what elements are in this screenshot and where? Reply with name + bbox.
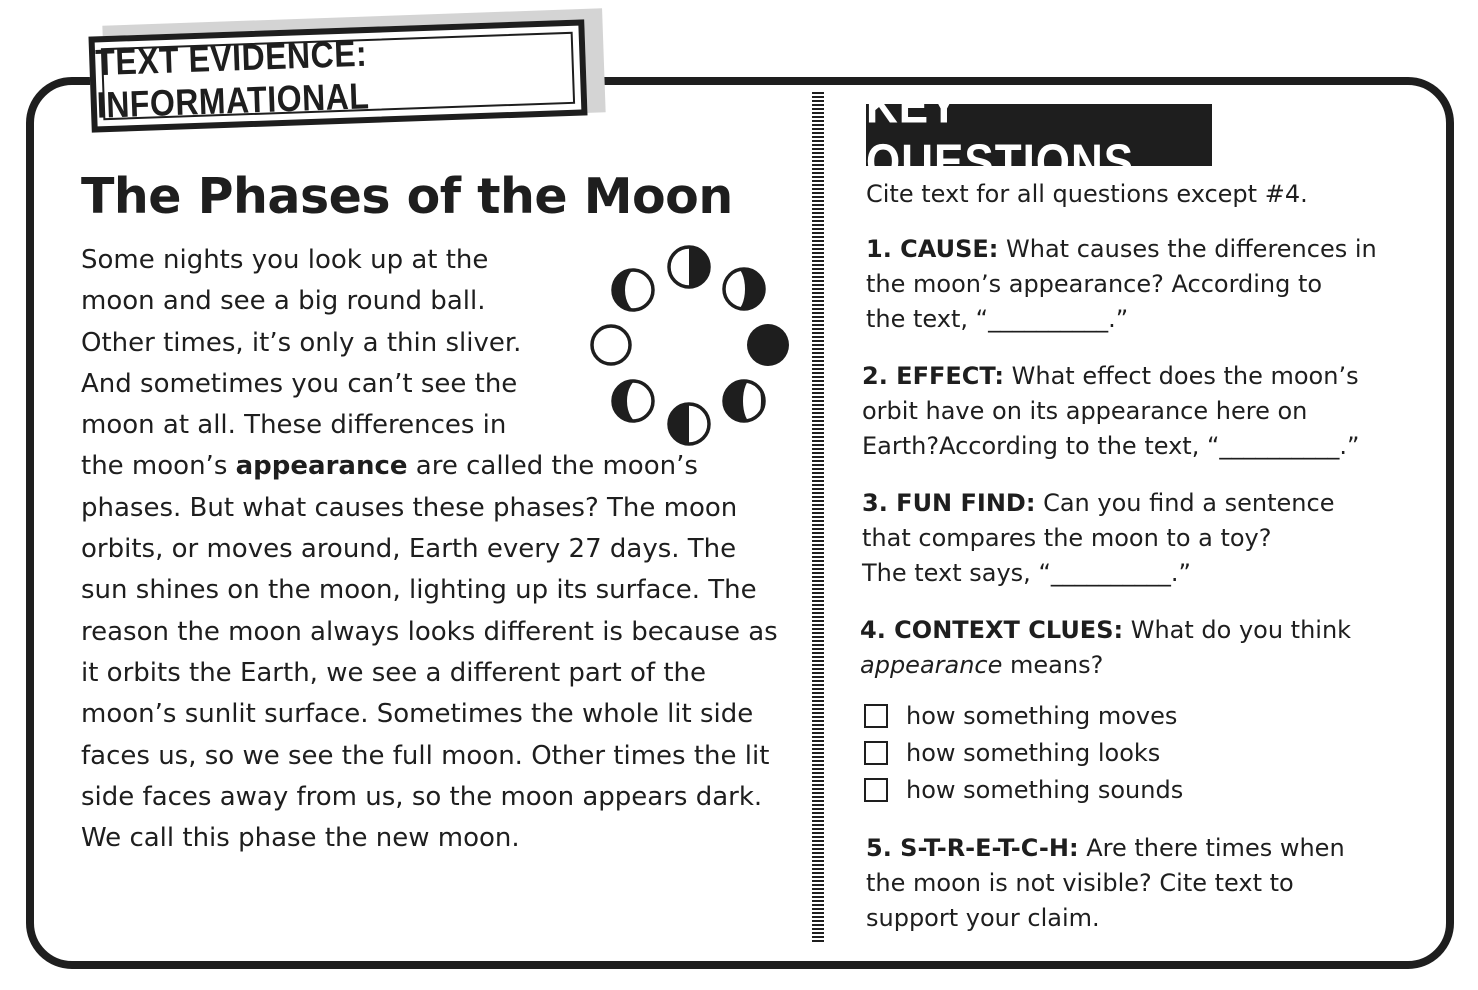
answer-option-1-label: how something moves [906, 702, 1178, 730]
question-3-line-3: The text says, “__________.” [862, 559, 1191, 587]
tag-label: TEXT EVIDENCE: INFORMATIONAL [94, 32, 370, 126]
question-1-line-2: the moon’s appearance? According to [866, 270, 1323, 298]
answer-option-2-label: how something looks [906, 739, 1161, 767]
question-1-line-1: What causes the differences in [998, 235, 1377, 263]
section-tag [88, 19, 587, 132]
question-3-line-1: Can you find a sentence [1035, 489, 1335, 517]
question-4-line-2: means? [1002, 651, 1104, 679]
passage-text-before: Some nights you look up at the moon and see a big round ball. Other times, it’s only a thin sliver. And sometimes you can’t see the moon at all. These differences in the moon’s [81, 245, 522, 482]
first-quarter-icon [669, 245, 713, 289]
question-4 [860, 613, 1351, 683]
question-2-label: 2. EFFECT: [862, 362, 1005, 390]
waxing-crescent-icon [613, 268, 653, 312]
question-2-line-1: What effect does the moon’s [1004, 362, 1359, 390]
waning-crescent-icon [613, 379, 653, 423]
question-3-label: 3. FUN FIND: [862, 489, 1036, 517]
checkbox-3[interactable] [864, 778, 888, 802]
answer-option-2[interactable] [864, 738, 1160, 768]
question-1-line-3: the text, “__________.” [866, 305, 1129, 333]
question-3 [862, 486, 1334, 591]
checkbox-2[interactable] [864, 741, 888, 765]
question-2 [862, 359, 1359, 464]
waxing-gibbous-icon [724, 267, 764, 311]
question-2-line-3: Earth?According to the text, “__________.” [862, 432, 1360, 460]
moon-phases-diagram [588, 243, 794, 449]
question-5-line-3: support your claim. [866, 904, 1100, 932]
question-2-line-2: orbit have on its appearance here on [862, 397, 1308, 425]
full-moon-icon [747, 324, 789, 366]
question-3-line-2: that compares the moon to a toy? [862, 524, 1272, 552]
question-5 [866, 831, 1345, 936]
passage-bold-word: appearance [235, 451, 408, 482]
question-1 [866, 232, 1377, 337]
question-1-label: 1. CAUSE: [866, 235, 999, 263]
checkbox-1[interactable] [864, 704, 888, 728]
waning-gibbous-icon [724, 379, 764, 423]
key-questions-banner [866, 79, 1212, 190]
question-4-italic-word: appearance [860, 651, 1003, 679]
answer-option-3-label: how something sounds [906, 776, 1184, 804]
passage-text-after: are called the moon’s phases. But what causes these phases? The moon orbits, or moves around, Earth every 27 days. The sun shines on the moon, lighting up its surface. The reason the moon always looks different is because as it orbits the Earth, we see a different part of the moon’s sunlit surface. Sometimes the whole lit side faces us, so we see the full moon. Other times the lit side faces away from us, so the moon appears dark. We call this phase the new moon. [81, 451, 778, 854]
article-title: The Phases of the Moon [81, 168, 733, 225]
new-moon-icon [592, 326, 630, 364]
column-divider [812, 92, 824, 942]
answer-option-1[interactable] [864, 701, 1177, 731]
key-questions-heading: KEY QUESTIONS [866, 79, 1135, 190]
question-5-line-2: the moon is not visible? Cite text to [866, 869, 1294, 897]
instruction-text: Cite text for all questions except #4. [866, 180, 1308, 208]
question-4-label: 4. CONTEXT CLUES: [860, 616, 1124, 644]
question-5-label: 5. S-T-R-E-T-C-H: [866, 834, 1079, 862]
question-4-line-1: What do you think [1123, 616, 1352, 644]
answer-option-3[interactable] [864, 775, 1183, 805]
question-5-line-1: Are there times when [1078, 834, 1345, 862]
last-quarter-icon [665, 402, 709, 446]
